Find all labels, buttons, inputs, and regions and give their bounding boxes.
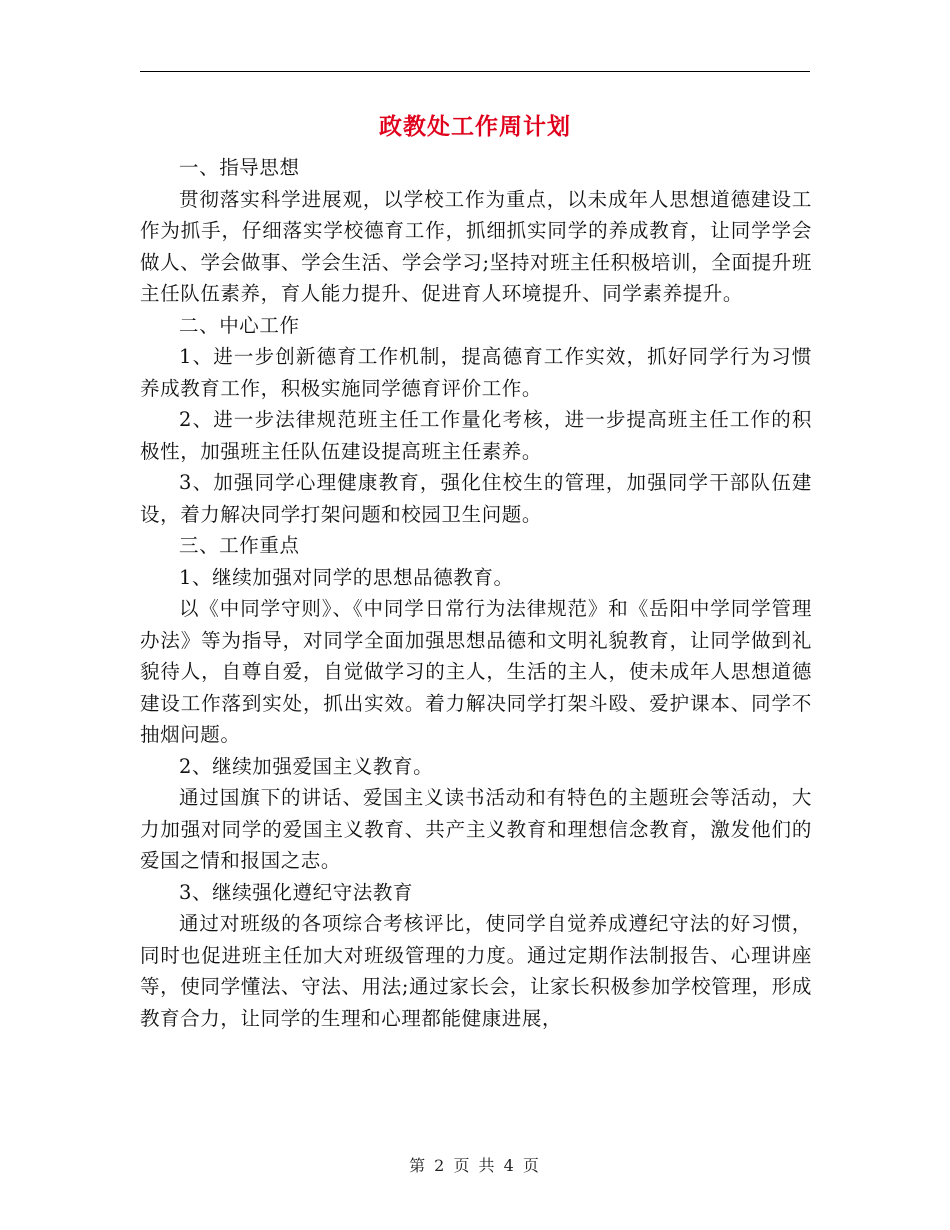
body-paragraph: 贯彻落实科学进展观，以学校工作为重点，以未成年人思想道德建设工作为抓手，仔细落实学校德育工作，抓细抓实同学的养成教育，让同学学会做人、学会做事、学会生活、学会学习;坚持对班主任积极培训，全面提升班主任队伍素养，育人能力提升、促进育人环境提升、同学素养提升。 (140, 187, 812, 305)
body-paragraph: 通过国旗下的讲话、爱国主义读书活动和有特色的主题班会等活动，大力加强对同学的爱国主义教育、共产主义教育和理想信念教育，激发他们的爱国之情和报国之志。 (140, 786, 812, 872)
subsection-heading: 1、继续加强对同学的思想品德教育。 (179, 565, 514, 589)
subsection-heading: 2、继续加强爱国主义教育。 (179, 754, 434, 778)
body-paragraph: 1、进一步创新德育工作机制，提高德育工作实效，抓好同学行为习惯养成教育工作，积极实施同学德育评价工作。 (140, 345, 812, 400)
section-heading: 一、指导思想 (179, 156, 300, 179)
body-paragraph: 通过对班级的各项综合考核评比，使同学自觉养成遵纪守法的好习惯，同时也促进班主任加大对班级管理的力度。通过定期作法制报告、心理讲座等，使同学懂法、守法、用法;通过家长会，让家长积极参加学校管理，形成教育合力，让同学的生理和心理都能健康进展， (140, 912, 812, 1030)
section-heading: 二、中心工作 (179, 313, 300, 337)
body-paragraph: 3、加强同学心理健康教育，强化住校生的管理，加强同学干部队伍建设，着力解决同学打架问题和校园卫生问题。 (140, 471, 812, 526)
document-body (140, 152, 812, 1034)
section-heading: 三、工作重点 (179, 534, 300, 557)
subsection-heading: 3、继续强化遵纪守法教育 (179, 880, 414, 904)
body-paragraph: 以《中同学守则》、《中同学日常行为法律规范》和《岳阳中学同学管理办法》等为指导，对同学全面加强思想品德和文明礼貌教育，让同学做到礼貌待人，自尊自爱，自觉做学习的主人，生活的主人，使未成年人思想道德建设工作落到实处，抓出实效。着力解决同学打架斗殴、爱护课本、同学不抽烟问题。 (140, 597, 812, 746)
body-paragraph: 2、进一步法律规范班主任工作量化考核，进一步提高班主任工作的积极性，加强班主任队伍建设提高班主任素养。 (140, 408, 812, 463)
header-rule (140, 71, 810, 72)
document-title: 政教处工作周计划 (379, 113, 571, 140)
page-number-footer: 第 2 页 共 4 页 (409, 1156, 541, 1175)
